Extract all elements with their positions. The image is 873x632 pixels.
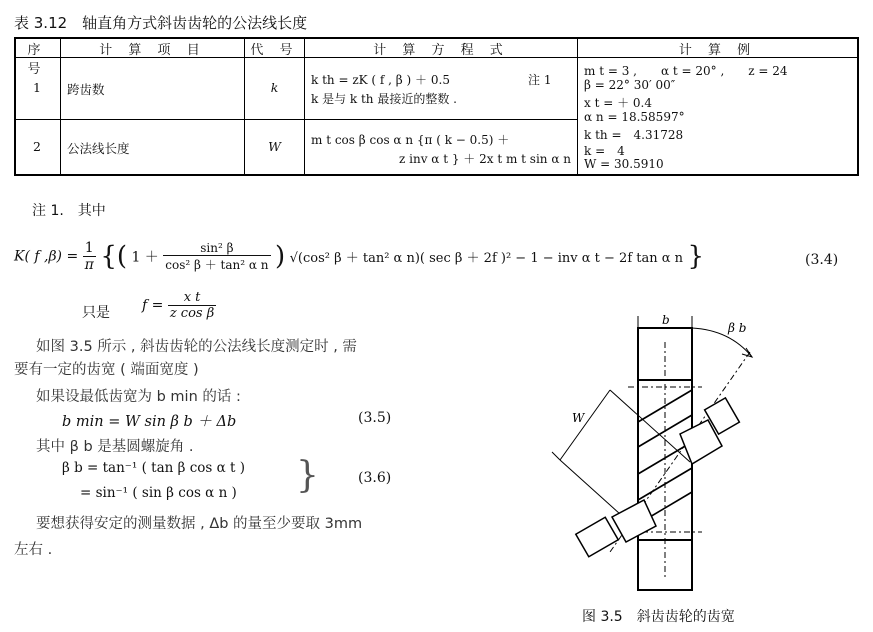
row2-symbol: W	[268, 139, 281, 154]
formula-frac-1-pi: $\frac{1}{\pi}$	[84, 240, 94, 273]
eq-3-5: b min = W sin β b ＋ Δb	[62, 414, 237, 430]
para4-line2: 左右 .	[14, 542, 53, 558]
example-line-3: x t = ＋ 0.4	[584, 96, 652, 110]
header-equation: 计 算 方 程 式	[373, 43, 509, 58]
row2-eq2: z inv α t } ＋ 2x t m t sin α n	[399, 152, 571, 166]
header-no: 序 号	[27, 43, 47, 77]
formula-3-4-number: (3.4)	[805, 252, 839, 268]
row1-symbol: k	[270, 80, 279, 95]
row2-eq1: m t cos β cos α n {π ( k − 0.5) ＋	[311, 133, 510, 147]
example-line-5: k th = 4.31728	[584, 128, 684, 142]
formula-lhs: K( f ,β) =	[14, 248, 79, 265]
formula-rest: √(cos² β ＋ tan² α n)( sec β ＋ 2f )² − 1 − inv α t − 2f tan α n	[289, 251, 684, 266]
example-line-6: k = 4	[584, 144, 625, 158]
formula-inner-frac: $\frac{\text{sin² β}}{\text{cos² β ＋ tan² α n}}$	[165, 240, 269, 272]
eq-3-6b: = sin⁻¹ ( sin β cos α n )	[80, 485, 237, 501]
header-symbol: 代 号	[250, 43, 299, 58]
row1-item: 跨齿数	[67, 82, 105, 97]
figure-caption: 图 3.5 斜齿齿轮的齿宽	[582, 609, 735, 625]
eq-3-6-number: (3.6)	[358, 470, 392, 486]
example-line-7: W = 30.5910	[584, 157, 664, 171]
row1-eq1: k th = zK ( f , β ) ＋ 0.5	[311, 73, 450, 87]
gear-width-figure	[540, 312, 790, 592]
eq-3-6-brace: }	[296, 455, 319, 496]
row1-eq2: k 是与 k th 最接近的整数 .	[311, 92, 457, 106]
fig-label-beta: β b	[728, 321, 747, 335]
gear-table	[14, 37, 859, 176]
para2: 如果设最低齿宽为 b min 的话 :	[36, 389, 241, 405]
f-definition: f = $\frac{\text{x t}}{\text{z cos β}}$	[142, 290, 215, 321]
para1-line2: 要有一定的齿宽 ( 端面宽度 )	[14, 362, 199, 378]
formula-3-4: K( f ,β) = $\frac{1}{\pi}$ {( 1 ＋ $\frac{\text{sin² β}}{\text{cos² β ＋ tan² α n}}$ ) √(cos² β ＋ tan² α n)( sec β ＋ 2f )² − 1 − inv α t − 2f tan α n }	[14, 240, 705, 273]
header-example: 计 算 例	[678, 43, 757, 58]
fig-label-b: b	[662, 313, 670, 327]
para1-line1: 如图 3.5 所示 , 斜齿齿轮的公法线长度测定时 , 需	[36, 339, 357, 355]
example-line-4: α n = 18.58597°	[584, 110, 685, 124]
only-label: 只是	[82, 305, 110, 321]
example-line-1: m t = 3 , α t = 20° , z = 24	[584, 64, 788, 78]
para3: 其中 β b 是基圆螺旋角 .	[36, 439, 194, 455]
row2-item: 公法线长度	[67, 141, 130, 156]
row1-note: 注 1	[528, 73, 552, 87]
eq-3-5-number: (3.5)	[358, 410, 392, 426]
note-head: 注 1. 其中	[32, 203, 106, 219]
fig-label-w: W	[572, 411, 585, 425]
example-line-2: β = 22° 30′ 00″	[584, 78, 676, 92]
row2-no: 2	[33, 139, 41, 154]
header-item: 计 算 项 目	[99, 43, 206, 58]
para4-line1: 要想获得安定的测量数据 , Δb 的量至少要取 3mm	[36, 516, 363, 532]
table-title: 表 3.12 轴直角方式斜齿齿轮的公法线长度	[14, 14, 308, 32]
row1-no: 1	[33, 80, 41, 95]
eq-3-6a: β b = tan⁻¹ ( tan β cos α t )	[62, 460, 246, 476]
